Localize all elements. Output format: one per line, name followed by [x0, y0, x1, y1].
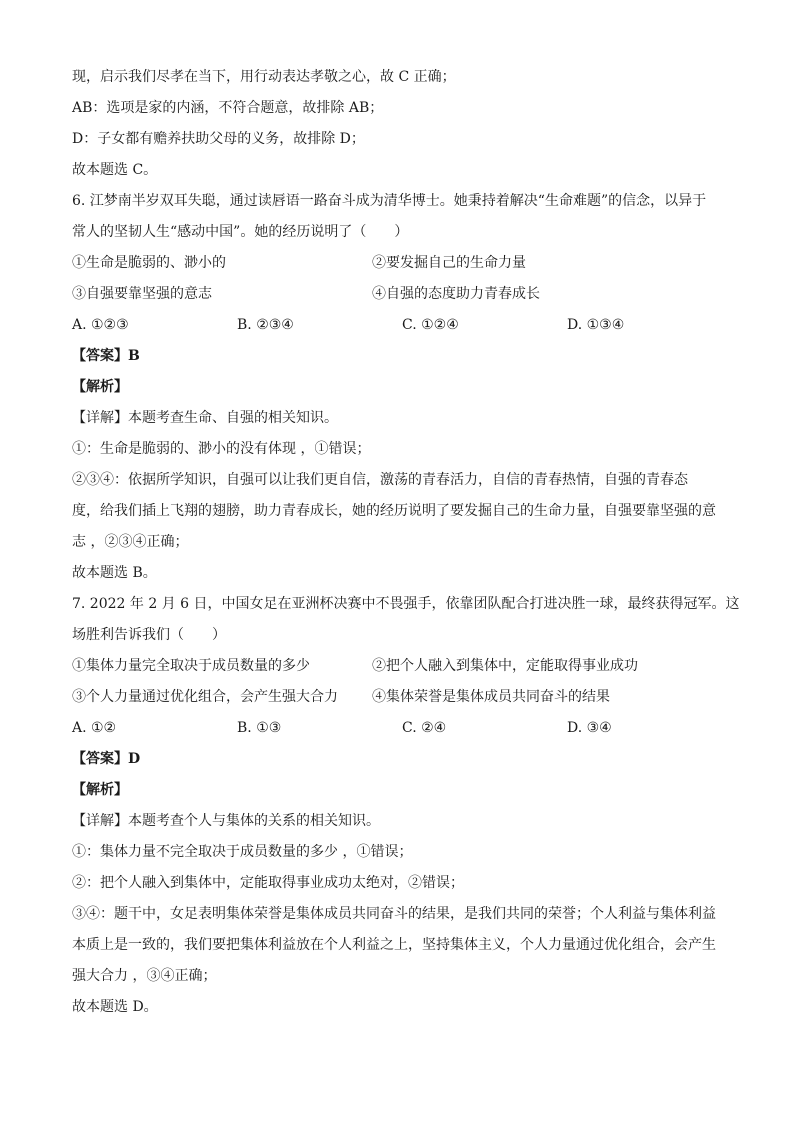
- q7-option-a: A. ①②: [72, 720, 117, 736]
- q7-statement-3: ③个人力量通过优化组合，会产生强大合力: [72, 689, 338, 705]
- q6-option-c: C. ①②④: [402, 317, 459, 333]
- prev-conclusion: 故本题选 C。: [72, 162, 158, 178]
- prev-explanation-line: 现，启示我们尽孝在当下，用行动表达孝敬之心，故 C 正确；: [72, 69, 456, 85]
- q6-option-a: A. ①②③: [72, 317, 129, 333]
- q7-conclusion: 故本题选 D。: [72, 999, 158, 1015]
- q7-explanation: ①：集体力量不完全取决于成员数量的多少 ，①错误；: [72, 844, 413, 860]
- q7-statement-2: ②把个人融入到集体中，定能取得事业成功: [372, 658, 638, 674]
- q7-options-row: [72, 713, 732, 744]
- q6-detail: 【详解】本题考查生命、自强的相关知识。: [72, 410, 338, 426]
- q7-analysis-label: 【解析】: [72, 782, 128, 798]
- q7-answer: 【答案】D: [72, 751, 141, 767]
- q7-explanation: 本质上是一致的，我们要把集体利益放在个人利益之上，坚持集体主义，个人力量通过优化组合，会产生: [72, 937, 716, 953]
- q7-stem: 7. 2022 年 2 月 6 日，中国女足在亚洲杯决赛中不畏强手，依靠团队配合打进决胜一球，最终获得冠军。这: [72, 596, 740, 612]
- q7-statement-4: ④集体荣誉是集体成员共同奋斗的结果: [372, 689, 610, 705]
- q7-option-c: C. ②④: [402, 720, 447, 736]
- q6-explanation: 度，给我们插上飞翔的翅膀，助力青春成长，她的经历说明了要发掘自己的生命力量，自强要靠坚强的意: [72, 503, 716, 519]
- document-page: [72, 62, 740, 1023]
- q7-explanation: ③④：题干中，女足表明集体荣誉是集体成员共同奋斗的结果，是我们共同的荣誉；个人利益与集体利益: [72, 906, 716, 922]
- q7-stem: 场胜利告诉我们（ ）: [72, 627, 226, 643]
- q7-explanation: ②：把个人融入到集体中，定能取得事业成功太绝对，②错误；: [72, 875, 464, 891]
- prev-explanation-line: AB：选项是家的内涵，不符合题意，故排除 AB；: [72, 100, 384, 116]
- q6-statement-2: ②要发掘自己的生命力量: [372, 255, 526, 271]
- q6-analysis-label: 【解析】: [72, 379, 128, 395]
- q6-stem: 常人的坚韧人生“感动中国”。她的经历说明了（ ）: [72, 224, 409, 240]
- prev-explanation-line: D：子女都有赡养扶助父母的义务，故排除 D；: [72, 131, 365, 147]
- q7-option-d: D. ③④: [567, 720, 612, 736]
- q7-statements-row: [72, 651, 732, 682]
- q7-explanation: 强大合力 ，③④正确；: [72, 968, 217, 984]
- q6-statement-1: ①生命是脆弱的、渺小的: [72, 255, 226, 271]
- q6-statements-row: [72, 248, 732, 279]
- q6-explanation: ①：生命是脆弱的、渺小的没有体现 ，①错误；: [72, 441, 371, 457]
- q7-detail: 【详解】本题考查个人与集体的关系的相关知识。: [72, 813, 380, 829]
- q6-stem: 6. 江梦南半岁双耳失聪，通过读唇语一路奋斗成为清华博士。她秉持着解决“生命难题”的信念，以异于: [72, 193, 707, 209]
- q7-statement-1: ①集体力量完全取决于成员数量的多少: [72, 658, 310, 674]
- q6-explanation: 志 ，②③④正确；: [72, 534, 189, 550]
- q6-option-b: B. ②③④: [237, 317, 294, 333]
- q6-statement-4: ④自强的态度助力青春成长: [372, 286, 540, 302]
- q6-statement-3: ③自强要靠坚强的意志: [72, 286, 212, 302]
- q6-option-d: D. ①③④: [567, 317, 625, 333]
- q6-statements-row: [72, 279, 732, 310]
- q7-statements-row: [72, 682, 732, 713]
- q6-answer: 【答案】B: [72, 348, 140, 364]
- q6-explanation: ②③④：依据所学知识，自强可以让我们更自信，激荡的青春活力，自信的青春热情，自强的青春态: [72, 472, 688, 488]
- q6-options-row: [72, 310, 732, 341]
- q6-conclusion: 故本题选 B。: [72, 565, 157, 581]
- q7-option-b: B. ①③: [237, 720, 282, 736]
